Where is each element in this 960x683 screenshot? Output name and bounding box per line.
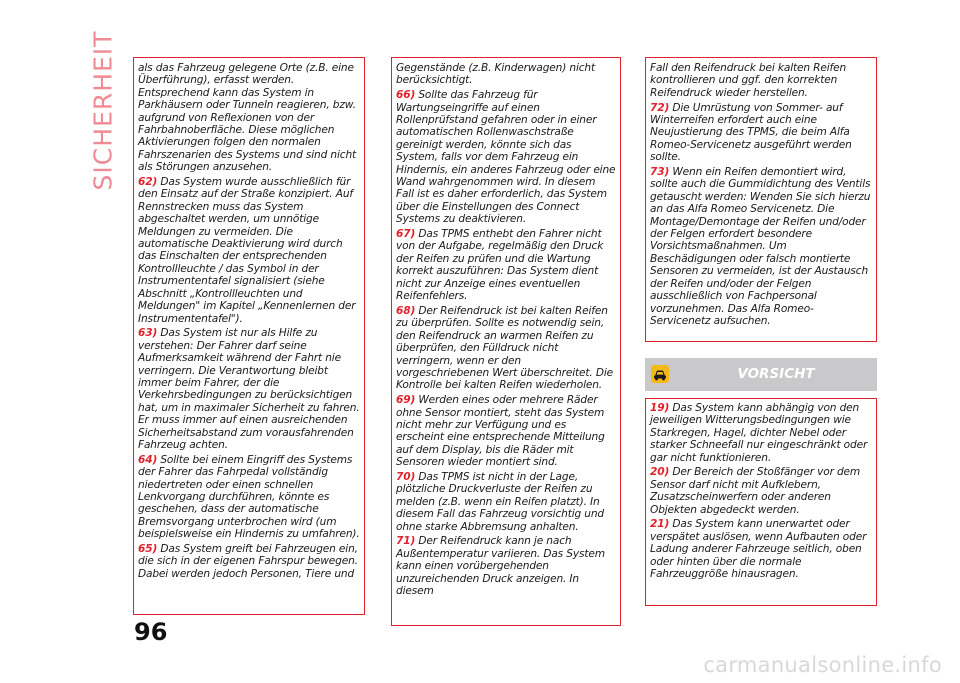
paragraph-text: Das System kann unerwartet oder verspätet auslösen, wenn Aufbauten oder Ladung anderer Fahrzeuge seitlich, oben oder hinten über die normale Fahrzeuggröße hinausragen. bbox=[650, 518, 867, 581]
paragraph-text: Das System greift bei Fahrzeugen ein, die sich in der eigenen Fahrspur bewegen. Dabei werden jedoch Personen, Tiere und bbox=[138, 543, 358, 580]
paragraph-text: Das System wurde ausschließlich für den Einsatz auf der Straße konzipiert. Auf Rennstrecken muss das System abgeschaltet werden, um unnötige Meldungen zu vermeiden. Die automatische Deaktivierung wird durch das Einschalten der entsprechenden Kontrollleuchte / das Symbol in der Instrumententafel signalisiert (siehe Abschnitt „Kontrollleuchten und Meldungen" im Kapitel „Kennenlernen der Instrumententafel"). bbox=[138, 176, 356, 325]
paragraph bbox=[396, 471, 616, 533]
paragraph-text: Die Umrüstung von Sommer- auf Winterreifen erfordert auch eine Neujustierung des TPMS, die beim Alfa Romeo-Servicenetz ausgeführt werden sollte. bbox=[650, 101, 852, 164]
paragraph-text: Wenn ein Reifen demontiert wird, sollte auch die Gummidichtung des Ventils getauscht werden: Wenden Sie sich hierzu an das Alfa Romeo Servicenetz. Die Montage/Demontage der Reifen und/oder der Felgen erfordert besondere Vorsichtsmaßnahmen. Um Beschädigungen oder falsch montierte Sensoren zu vermeiden, ist der Austausch der Reifen und/oder der Felgen ausschließlich von Fachpersonal vorzunehmen. Das Alfa Romeo-Servicenetz aufsuchen. bbox=[650, 166, 871, 327]
paragraph bbox=[396, 535, 616, 597]
watermark: carmanualsonline.info bbox=[703, 653, 942, 677]
paragraph bbox=[396, 228, 616, 302]
car-warning-icon bbox=[651, 365, 669, 383]
paragraph-text: Der Reifendruck ist bei kalten Reifen zu überprüfen. Sollte es notwendig sein, den Reifendruck an warmen Reifen zu überprüfen, den Fülldruck nicht verringern, wenn er den vorgeschriebenen Wert überschreitet. Die Kontrolle bei kalten Reifen wiederholen. bbox=[396, 304, 614, 392]
warning-header bbox=[645, 358, 877, 391]
paragraph-text: Der Bereich der Stoßfänger vor dem Sensor darf nicht mit Aufklebern, Zusatzscheinwerfern oder anderen Objekten abgedeckt werden. bbox=[650, 466, 861, 516]
paragraph-text: Das System ist nur als Hilfe zu verstehen: Der Fahrer darf seine Aufmerksamkeit während der Fahrt nie verringern. Die Verantwortung bleibt immer beim Fahrer, der die Verkehrsbedingungen zu berücksichtigen hat, um in maximaler Sicherheit zu fahren. Er muss immer auf einen ausreichenden Sicherheitsabstand zum vorausfahrenden Fahrzeug achten. bbox=[138, 327, 360, 451]
paragraph bbox=[650, 402, 872, 464]
note-number: 20) bbox=[650, 466, 670, 479]
warning-title: VORSICHT bbox=[737, 366, 815, 382]
paragraph bbox=[138, 327, 360, 451]
paragraph bbox=[650, 166, 872, 327]
paragraph bbox=[138, 62, 360, 174]
paragraph bbox=[396, 89, 616, 225]
paragraph-text: Das TPMS enthebt den Fahrer nicht von der Aufgabe, regelmäßig den Druck der Reifen zu prüfen und die Wartung korrekt auszuführen: Das System dient nicht zur Anzeige eines eventuellen Reifenfehlers. bbox=[396, 228, 604, 303]
paragraph-text: Sollte bei einem Eingriff des Systems der Fahrer das Fahrpedal vollständig niedertreten oder einen schnellen Lenkvorgang durchführen, könnte es geschehen, dass der automatische Bremsvorgang unterbrochen wird (um beispielsweise ein Hindernis zu umfahren). bbox=[138, 453, 360, 541]
section-title-container bbox=[84, 30, 122, 190]
note-number: 62) bbox=[138, 176, 158, 189]
paragraph bbox=[650, 518, 872, 580]
section-title: SICHERHEIT bbox=[88, 30, 118, 190]
page-number: 96 bbox=[134, 618, 168, 646]
paragraph bbox=[650, 62, 872, 99]
note-number: 67) bbox=[396, 228, 416, 241]
paragraph bbox=[138, 454, 360, 541]
note-number: 19) bbox=[650, 402, 670, 414]
note-number: 64) bbox=[138, 453, 158, 466]
note-number: 72) bbox=[650, 101, 670, 114]
note-number: 69) bbox=[396, 394, 416, 407]
paragraph-text: Das System kann abhängig von den jeweiligen Witterungsbedingungen wie Starkregen, Hagel, dichter Nebel oder starker Schneefall nur eingeschränkt oder gar nicht funktionieren. bbox=[650, 402, 868, 464]
note-number: 63) bbox=[138, 327, 158, 340]
text-column-1 bbox=[133, 57, 365, 615]
paragraph bbox=[138, 543, 360, 580]
paragraph-text: Gegenstände (z.B. Kinderwagen) nicht berücksichtigt. bbox=[396, 62, 596, 87]
text-column-3 bbox=[645, 57, 877, 342]
paragraph-text: als das Fahrzeug gelegene Orte (z.B. eine Überführung), erfasst werden. Entsprechend kann das System in Parkhäusern oder Tunneln reagieren, bzw. aufgrund von Reflexionen von der Fahrbahnoberfläche. Diese möglichen Aktivierungen folgen den normalen Fahrszenarien des Systems und sind nicht als Störungen anzusehen. bbox=[138, 62, 357, 174]
note-number: 21) bbox=[650, 518, 670, 531]
paragraph bbox=[650, 466, 872, 516]
paragraph bbox=[650, 102, 872, 164]
paragraph bbox=[396, 305, 616, 392]
warning-box bbox=[645, 398, 877, 606]
paragraph bbox=[396, 394, 616, 468]
note-number: 65) bbox=[138, 543, 158, 555]
note-number: 70) bbox=[396, 470, 416, 483]
text-column-2 bbox=[391, 57, 621, 626]
note-number: 73) bbox=[650, 166, 670, 179]
paragraph bbox=[138, 176, 360, 325]
paragraph-text: Werden eines oder mehrere Räder ohne Sensor montiert, steht das System nicht mehr zur Verfügung und es erscheint eine entsprechende Mitteilung auf dem Display, bis die Räder mit Sensoren wieder montiert sind. bbox=[396, 394, 605, 469]
paragraph-text: Fall den Reifendruck bei kalten Reifen kontrollieren und ggf. den korrekten Reifendruck wieder herstellen. bbox=[650, 62, 847, 99]
note-number: 68) bbox=[396, 304, 416, 317]
note-number: 66) bbox=[396, 89, 416, 102]
note-number: 71) bbox=[396, 535, 416, 548]
paragraph bbox=[396, 62, 616, 87]
paragraph-text: Der Reifendruck kann je nach Außentemperatur variieren. Das System kann einen vorübergehenden unzureichenden Druck anzeigen. In diesem bbox=[396, 535, 605, 597]
paragraph-text: Das TPMS ist nicht in der Lage, plötzliche Druckverluste der Reifen zu melden (z.B. wenn ein Reifen platzt). In diesem Fall das Fahrzeug vorsichtig und ohne starke Abbremsung anhalten. bbox=[396, 470, 604, 533]
paragraph-text: Sollte das Fahrzeug für Wartungseingriffe auf einen Rollenprüfstand gefahren oder in einer automatischen Rollenwaschstraße gereinigt werden, könnte sich das System, falls vor dem Fahrzeug ein Hindernis, ein anderes Fahrzeug oder eine Wand wahrgenommen wird. In diesem Fall ist es daher erforderlich, das System über die Einstellungen des Connect Systems zu deaktivieren. bbox=[396, 89, 616, 226]
